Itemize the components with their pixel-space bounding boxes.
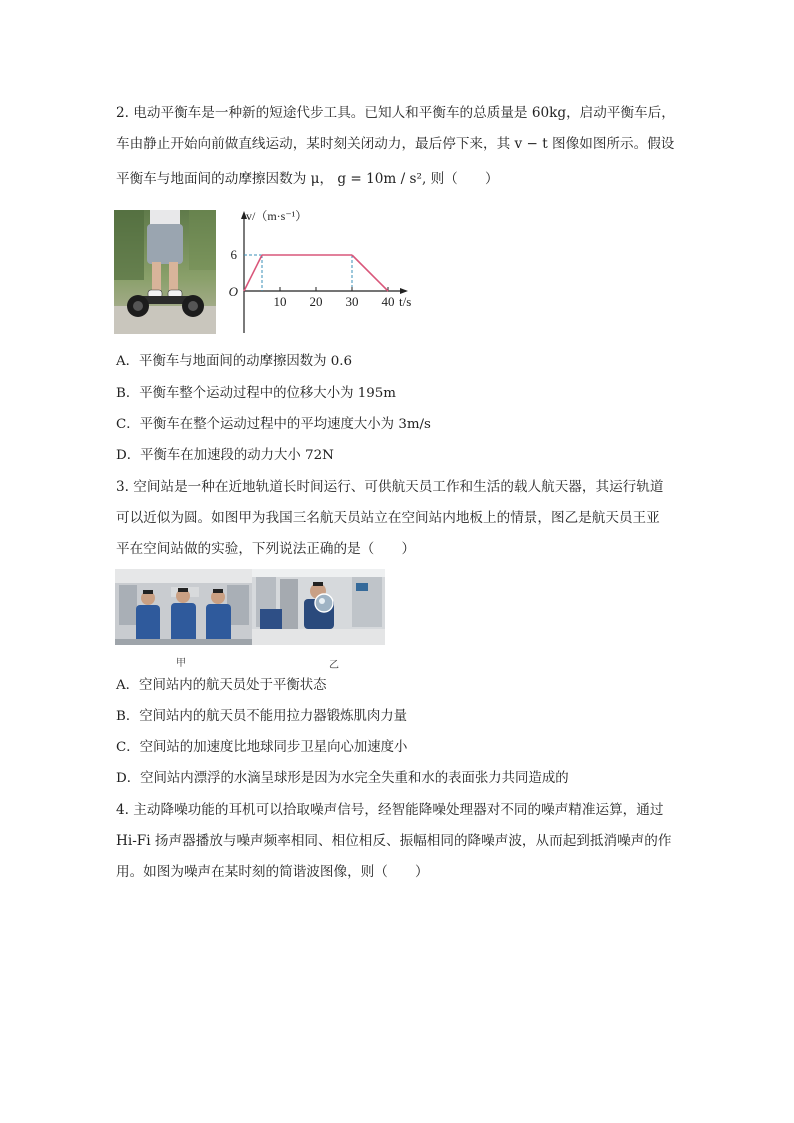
q2-line-3: 平衡车与地面间的动摩擦因数为 μ， g = 10m / s², 则（ ） — [116, 171, 499, 187]
origin-label: O — [228, 284, 238, 299]
vt-graph — [226, 205, 416, 335]
vt-segment-1 — [244, 255, 262, 291]
q3-option-d: D．空间站内漂浮的水滴呈球形是因为水完全失重和水的表面张力共同造成的 — [116, 771, 569, 786]
q3-option-b: B．空间站内的航天员不能用拉力器锻炼肌肉力量 — [116, 709, 408, 724]
caption-yi: 乙 — [329, 660, 339, 671]
q4-line-1: 4. 主动降噪功能的耳机可以拾取噪声信号，经智能降噪处理器对不同的噪声精准运算，通过 — [116, 802, 664, 818]
q3-line-3: 平在空间站做的实验，下列说法正确的是（ ） — [116, 541, 416, 557]
y-tick-label-6: 6 — [230, 247, 237, 262]
vt-segment-3 — [352, 255, 388, 291]
balance-scooter-photo — [114, 210, 216, 334]
q4-line-2: Hi-Fi 扬声器播放与噪声频率相同、相位相反、振幅相同的降噪声波，从而起到抵消噪声的作 — [116, 833, 672, 849]
x-tick-label-30: 30 — [345, 294, 359, 309]
q2-option-c: C．平衡车在整个运动过程中的平均速度大小为 3m/s — [116, 417, 431, 432]
q3-option-c: C．空间站的加速度比地球同步卫星向心加速度小 — [116, 740, 408, 755]
q2-option-d: D．平衡车在加速段的动力大小 72N — [116, 448, 334, 463]
water-ball-photo-yi — [252, 569, 385, 645]
caption-jia: 甲 — [176, 658, 186, 669]
astronauts-photo-jia — [115, 569, 252, 645]
x-tick-label-10: 10 — [273, 294, 287, 309]
q2-option-a: A．平衡车与地面间的动摩擦因数为 0.6 — [116, 354, 353, 369]
q4-line-3: 用。如图为噪声在某时刻的简谐波图像，则（ ） — [116, 864, 429, 880]
q2-line-2: 车由静止开始向前做直线运动，某时刻关闭动力，最后停下来，其 v − t 图像如图所示。假设 — [116, 136, 675, 152]
y-axis-label: v/（m·s⁻¹） — [246, 209, 308, 223]
x-axis-label: t/s — [399, 294, 412, 309]
q3-line-1: 3. 空间站是一种在近地轨道长时间运行、可供航天员工作和生活的载人航天器，其运行轨道 — [116, 479, 664, 495]
q2-option-b: B．平衡车整个运动过程中的位移大小为 195m — [116, 386, 396, 401]
x-tick-label-40: 40 — [381, 294, 395, 309]
q2-line-1: 2. 电动平衡车是一种新的短途代步工具。已知人和平衡车的总质量是 60kg，启动平衡车后， — [116, 105, 675, 121]
q3-line-2: 可以近似为圆。如图甲为我国三名航天员站立在空间站内地板上的情景，图乙是航天员王亚 — [116, 510, 660, 526]
x-tick-label-20: 20 — [309, 294, 323, 309]
q3-option-a: A．空间站内的航天员处于平衡状态 — [116, 678, 327, 693]
